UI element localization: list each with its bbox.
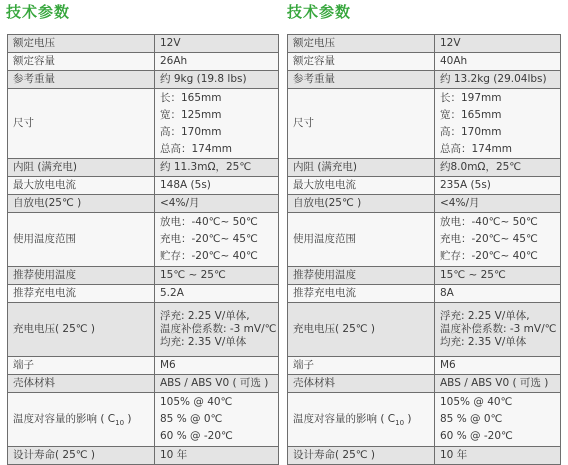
spec-label-text: 壳体材料 (293, 377, 335, 389)
spec-label-text: 推荐使用温度 (13, 269, 76, 281)
spec-value-line: 总高：174mm (440, 142, 512, 155)
spec-value-line: 贮存：-20℃~ 40℃ (160, 250, 258, 262)
spec-value-line: 10 年 (160, 449, 188, 461)
spec-label (8, 357, 155, 375)
spec-label-text: 推荐充电电流 (13, 287, 76, 299)
spec-label (8, 393, 155, 447)
spec-table (287, 34, 561, 465)
table-row (288, 285, 561, 303)
spec-value-line: 15℃ ~ 25℃ (440, 269, 506, 281)
spec-value-line: 235A (5s) (440, 179, 491, 191)
spec-value-line: 60 % @ -20℃ (160, 430, 233, 442)
spec-label (288, 89, 435, 159)
spec-value (435, 177, 561, 195)
spec-label (8, 53, 155, 71)
spec-value-line: 40Ah (440, 55, 468, 67)
spec-value-line: ABS / ABS V0 ( 可选 ) (160, 377, 269, 389)
spec-label-text: 内阻 (满充电) (13, 161, 78, 173)
spec-value-line: 8A (440, 287, 454, 299)
spec-label (8, 303, 155, 357)
spec-label (8, 89, 155, 159)
spec-value-line: 放电：-40℃~ 50℃ (160, 216, 258, 228)
spec-value (155, 285, 279, 303)
table-row (8, 213, 279, 267)
spec-label (288, 375, 435, 393)
spec-label-text: 设计寿命( 25℃ ) (293, 449, 376, 461)
spec-label-text: 推荐使用温度 (293, 269, 356, 281)
spec-label-text: 壳体材料 (13, 377, 55, 389)
table-row (288, 357, 561, 375)
spec-label-text: 推荐充电电流 (293, 287, 356, 299)
spec-label-text: 尺寸 (293, 117, 314, 129)
spec-value (155, 159, 279, 177)
spec-value (435, 267, 561, 285)
table-row (8, 303, 279, 357)
table-row (288, 177, 561, 195)
spec-label (8, 177, 155, 195)
spec-value-line: 高：170mm (440, 125, 502, 138)
spec-value (155, 71, 279, 89)
spec-label-text: 自放电(25℃ ) (13, 197, 82, 209)
table-row (8, 375, 279, 393)
spec-value (435, 285, 561, 303)
spec-value (435, 393, 561, 447)
spec-label (8, 71, 155, 89)
spec-label-text: 额定容量 (293, 55, 335, 67)
spec-value-line: 约8.0mΩ，25℃ (440, 161, 522, 173)
spec-value (435, 357, 561, 375)
spec-value-line: 宽：165mm (440, 108, 502, 121)
spec-value-line: 长：165mm (160, 91, 222, 104)
spec-value (155, 267, 279, 285)
spec-value-line: 浮充: 2.25 V/单体, (160, 310, 250, 322)
spec-table (7, 34, 279, 465)
spec-label-text: 最大放电电流 (293, 179, 356, 191)
spec-value-line: 充电：-20℃~ 45℃ (440, 233, 538, 245)
spec-value-line: 宽：125mm (160, 108, 222, 121)
table-row (288, 89, 561, 159)
table-row (8, 35, 279, 53)
spec-label-text: 充电电压( 25℃ ) (293, 323, 376, 335)
spec-value-line: 约 11.3mΩ，25℃ (160, 161, 252, 173)
spec-label-text: 充电电压( 25℃ ) (13, 323, 96, 335)
table-row (8, 393, 279, 447)
spec-value (435, 195, 561, 213)
table-row (8, 177, 279, 195)
spec-label-text: 额定电压 (13, 37, 55, 49)
spec-label (288, 159, 435, 177)
spec-value-line: 均充: 2.35 V/单体 (160, 336, 247, 348)
spec-value-line: 10 年 (440, 449, 468, 461)
spec-value (435, 375, 561, 393)
table-row (288, 53, 561, 71)
spec-label-text: 参考重量 (13, 73, 55, 85)
spec-value-line: 贮存：-20℃~ 40℃ (440, 250, 538, 262)
table-row (288, 195, 561, 213)
table-row (288, 303, 561, 357)
spec-label-text: 内阻 (满充电) (293, 161, 358, 173)
spec-heading: 技术参数 (287, 3, 352, 21)
spec-value (435, 89, 561, 159)
spec-value (155, 195, 279, 213)
spec-label-text: 使用温度范围 (293, 233, 356, 245)
spec-value (435, 35, 561, 53)
spec-value (155, 357, 279, 375)
spec-value-line: 温度补偿系数: -3 mV/℃ (440, 323, 557, 335)
spec-value-line: 105% @ 40℃ (160, 396, 233, 408)
spec-label (288, 267, 435, 285)
spec-value-line: 12V (160, 37, 181, 49)
spec-value-line: <4%/月 (440, 197, 480, 209)
spec-label (288, 177, 435, 195)
table-row (288, 267, 561, 285)
table-row (8, 159, 279, 177)
spec-value-line: ABS / ABS V0 ( 可选 ) (440, 377, 549, 389)
spec-label (288, 53, 435, 71)
table-row (8, 195, 279, 213)
table-row (8, 285, 279, 303)
table-row (288, 375, 561, 393)
spec-label-text: 参考重量 (293, 73, 335, 85)
spec-value-line: M6 (440, 359, 456, 371)
spec-value-line: 约 9kg (19.8 lbs) (160, 73, 247, 85)
table-row (288, 159, 561, 177)
spec-value-line: 长：197mm (440, 91, 502, 104)
spec-label (8, 213, 155, 267)
spec-label (8, 285, 155, 303)
spec-label (8, 375, 155, 393)
spec-label (288, 71, 435, 89)
spec-value-line: 85 % @ 0℃ (440, 413, 503, 425)
spec-value-line: 15℃ ~ 25℃ (160, 269, 226, 281)
spec-heading: 技术参数 (6, 3, 71, 21)
spec-value-line: 温度补偿系数: -3 mV/℃ (160, 323, 277, 335)
spec-value-line: 约 13.2kg (29.04lbs) (440, 73, 547, 85)
spec-value (435, 159, 561, 177)
spec-label (288, 357, 435, 375)
spec-label (288, 285, 435, 303)
spec-label-text: 使用温度范围 (13, 233, 76, 245)
spec-value-line: 105% @ 40℃ (440, 396, 513, 408)
spec-value-line: 12V (440, 37, 461, 49)
spec-label-subscript: 10 (115, 419, 125, 428)
spec-label (288, 303, 435, 357)
spec-label (8, 35, 155, 53)
table-row (288, 35, 561, 53)
spec-label-text: 设计寿命( 25℃ ) (13, 449, 96, 461)
spec-label (8, 159, 155, 177)
table-row (8, 357, 279, 375)
spec-value (435, 71, 561, 89)
spec-value-line: 高：170mm (160, 125, 222, 138)
spec-value (155, 375, 279, 393)
spec-label (288, 35, 435, 53)
spec-value-line: 26Ah (160, 55, 188, 67)
spec-label-text: 尺寸 (13, 117, 34, 129)
spec-value-line: 60 % @ -20℃ (440, 430, 513, 442)
spec-value-line: 总高：174mm (160, 142, 232, 155)
table-row (8, 89, 279, 159)
spec-value-line: 浮充: 2.25 V/单体, (440, 310, 530, 322)
spec-label-tail: ) (124, 413, 132, 425)
table-row (8, 71, 279, 89)
spec-label-subscript: 10 (395, 419, 405, 428)
spec-label-text: 额定容量 (13, 55, 55, 67)
table-row (8, 53, 279, 71)
spec-label-tail: ) (404, 413, 412, 425)
spec-value (155, 35, 279, 53)
spec-label-text: 温度对容量的影响 ( C (13, 413, 116, 425)
table-row (288, 213, 561, 267)
spec-value-line: <4%/月 (160, 197, 200, 209)
spec-label (8, 267, 155, 285)
spec-label-text: 温度对容量的影响 ( C (293, 413, 396, 425)
spec-value-line: 均充: 2.35 V/单体 (440, 336, 527, 348)
spec-value (435, 53, 561, 71)
table-row (288, 393, 561, 447)
spec-label-text: 自放电(25℃ ) (293, 197, 362, 209)
spec-value (435, 303, 561, 357)
spec-value-line: 放电：-40℃~ 50℃ (440, 216, 538, 228)
table-row (288, 71, 561, 89)
spec-label-text: 最大放电电流 (13, 179, 76, 191)
spec-value-line: 5.2A (160, 287, 184, 299)
spec-value (155, 53, 279, 71)
spec-value (155, 177, 279, 195)
spec-value (155, 393, 279, 447)
spec-value (155, 89, 279, 159)
spec-label (288, 195, 435, 213)
spec-label-text: 端子 (293, 359, 314, 371)
spec-label (288, 393, 435, 447)
spec-label-text: 端子 (13, 359, 34, 371)
spec-label (288, 213, 435, 267)
spec-value (155, 213, 279, 267)
spec-label-text: 额定电压 (293, 37, 335, 49)
spec-value (435, 213, 561, 267)
spec-value-line: 充电：-20℃~ 45℃ (160, 233, 258, 245)
spec-label (8, 195, 155, 213)
spec-value (155, 303, 279, 357)
spec-value-line: 85 % @ 0℃ (160, 413, 223, 425)
spec-value-line: M6 (160, 359, 176, 371)
table-row (8, 267, 279, 285)
spec-value-line: 148A (5s) (160, 179, 211, 191)
